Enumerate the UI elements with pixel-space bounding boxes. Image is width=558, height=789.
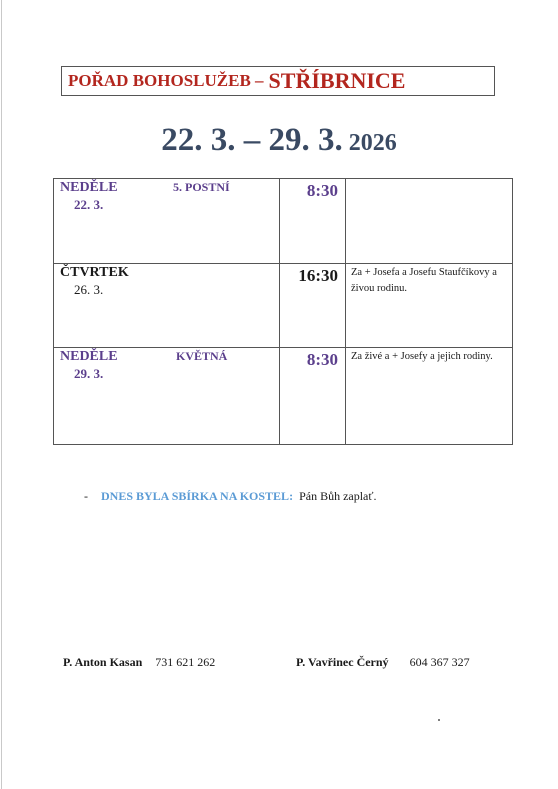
schedule-row [54,264,513,348]
contact-name: P. Vavřinec Černý [296,655,389,669]
mass-intention [346,179,513,264]
mass-intention: Za + Josefa a Josefu Staufčíkovy a živou rodinu. [346,264,513,348]
service-time: 16:30 [280,264,346,348]
service-time: 8:30 [280,179,346,264]
announcement-text: Pán Bůh zaplať. [299,489,377,503]
date-range: 22. 3. – 29. 3. [161,122,343,158]
day-cell [54,348,280,445]
day-date: 22. 3. [74,197,104,212]
stray-dot [438,719,440,721]
contact-priest-1 [63,655,215,670]
schedule-table [53,178,513,445]
schedule-row [54,179,513,264]
day-name: ČTVRTEK [60,265,129,280]
title-place: STŘÍBRNICE [268,68,406,93]
date-range-heading [0,122,558,159]
day-date: 29. 3. [74,366,104,381]
contact-name: P. Anton Kasan [63,655,143,669]
liturgical-occasion: KVĚTNÁ [176,349,228,363]
title-prefix: POŘAD BOHOSLUŽEB – [68,71,264,90]
bullet-dash: - [84,489,88,503]
liturgical-occasion: 5. POSTNÍ [173,180,230,194]
announcement [84,489,377,504]
service-time: 8:30 [280,348,346,445]
page-edge-line [1,0,2,789]
day-date: 26. 3. [74,282,104,297]
contact-priest-2 [296,655,470,670]
contact-phone: 731 621 262 [155,655,216,669]
day-name: NEDĚLE [60,180,118,195]
date-year: 2026 [348,130,397,156]
day-cell [54,264,280,348]
contact-phone: 604 367 327 [409,655,470,669]
page-title-box [61,66,495,96]
day-cell [54,179,280,264]
schedule-row [54,348,513,445]
mass-intention: Za živé a + Josefy a jejich rodiny. [346,348,513,445]
day-name: NEDĚLE [60,349,118,364]
announcement-label: DNES BYLA SBÍRKA NA KOSTEL: [101,489,294,503]
